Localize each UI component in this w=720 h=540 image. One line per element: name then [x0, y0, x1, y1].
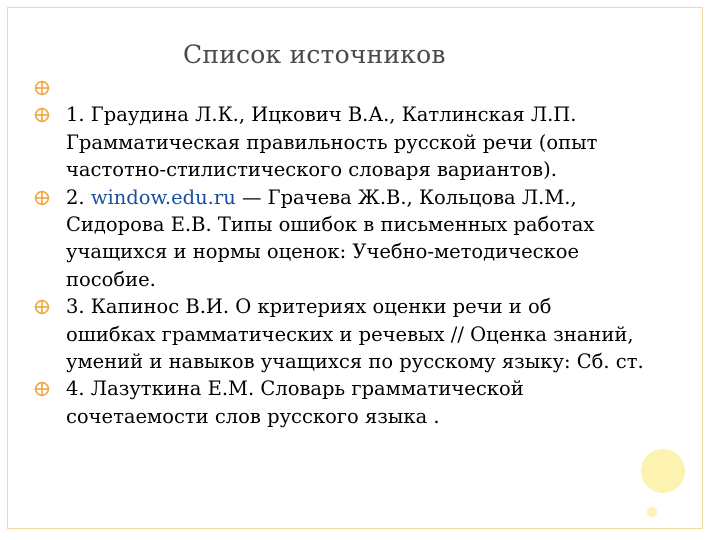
reference-item: [34, 184, 644, 294]
decorative-circle-small: [647, 507, 657, 517]
reference-item: [34, 293, 644, 375]
crossed-circle-bullet-icon: [34, 299, 50, 315]
reference-text: 1. Граудина Л.К., Ицкович В.А., Катлинская Л.П. Грамматическая правильность русской речи (опыт частотно-стилистического словаря вариантов).: [66, 103, 598, 182]
reference-link[interactable]: window.edu.ru: [90, 185, 236, 209]
crossed-circle-bullet-icon: [34, 80, 50, 96]
crossed-circle-bullet-icon: [34, 107, 50, 123]
reference-item: [34, 101, 644, 183]
crossed-circle-bullet-icon: [34, 381, 50, 397]
reference-item: [34, 375, 644, 430]
decorative-circle-large: [641, 449, 685, 493]
crossed-circle-bullet-icon: [34, 190, 50, 206]
reference-text: 3. Капинос В.И. О критериях оценки речи и об ошибках грамматических и речевых // Оценка знаний, умений и навыков учащихся по русскому языку: Сб. ст.: [66, 295, 644, 374]
reference-text: — Грачева Ж.В., Кольцова Л.М., Сидорова Е.В. Типы ошибок в письменных работах учащихся и нормы оценок: Учебно-методическое пособие.: [66, 185, 595, 291]
slide-title: Список источников: [183, 40, 446, 69]
reference-number: 2.: [66, 185, 91, 209]
reference-text: 4. Лазуткина Е.М. Словарь грамматической сочетаемости слов русского языка .: [66, 377, 524, 428]
empty-bullet-item: [34, 74, 644, 101]
reference-list: [34, 74, 644, 430]
